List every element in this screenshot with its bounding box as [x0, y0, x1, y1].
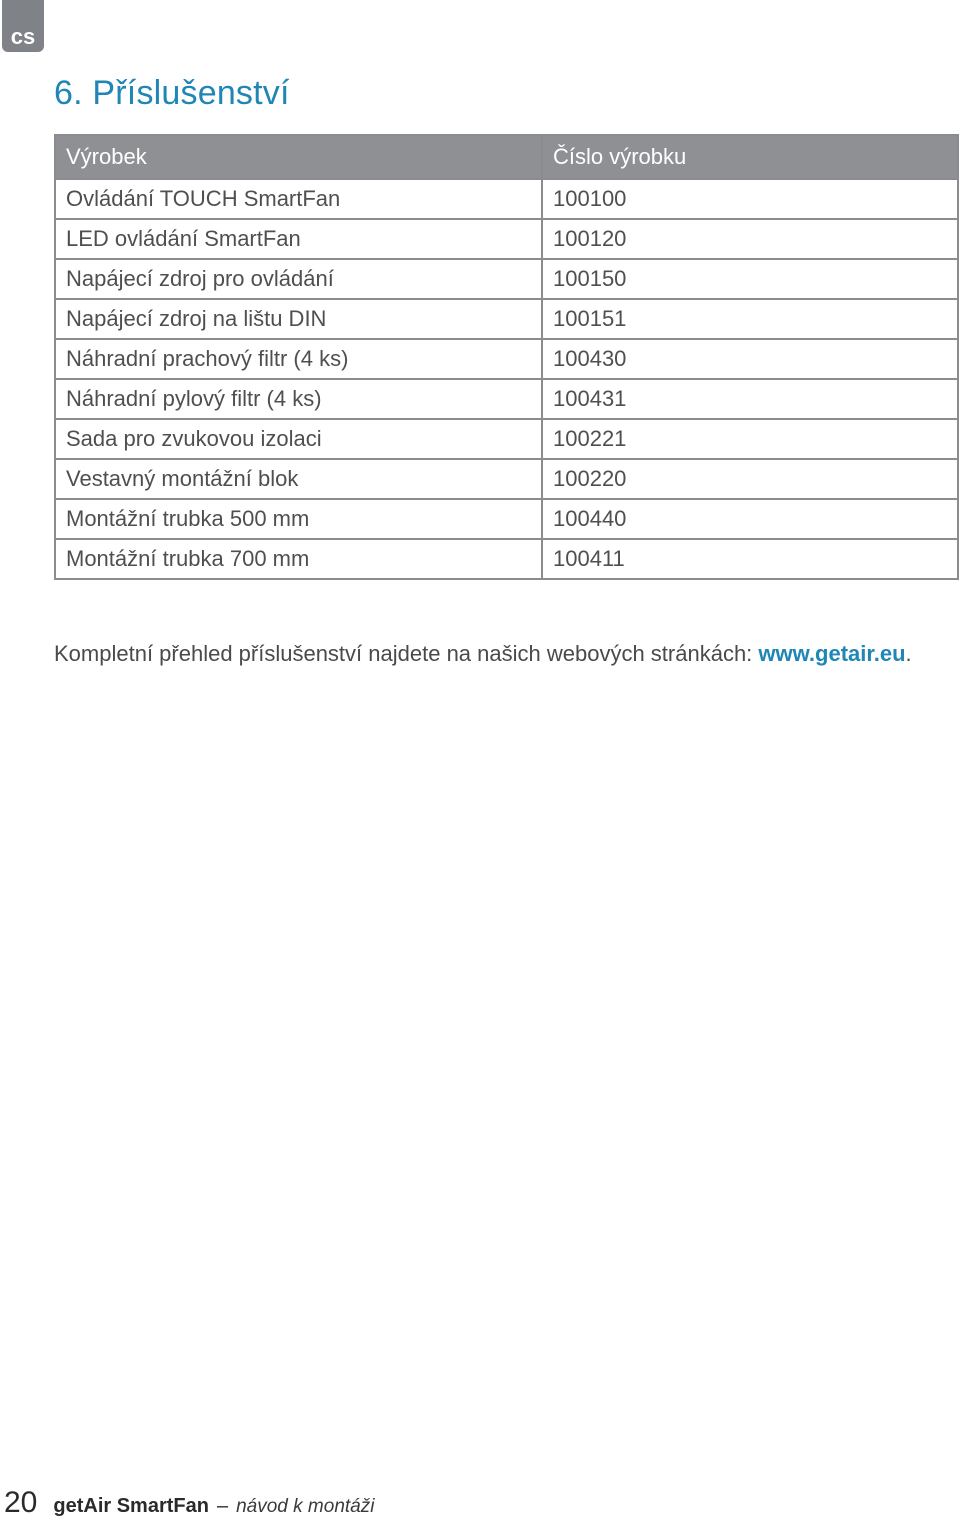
product-cell: Sada pro zvukovou izolaci [55, 419, 542, 459]
number-cell: 100430 [542, 339, 958, 379]
page-number: 20 [4, 1486, 38, 1519]
footer-separator: – [216, 1495, 229, 1517]
number-cell: 100151 [542, 299, 958, 339]
number-cell: 100411 [542, 539, 958, 579]
product-cell: Montážní trubka 500 mm [55, 499, 542, 539]
footer-product-name: getAir SmartFan [53, 1495, 209, 1517]
table-row [55, 499, 958, 539]
product-cell: Napájecí zdroj pro ovládání [55, 259, 542, 299]
website-link[interactable]: www.getair.eu [758, 641, 906, 666]
note-text: Kompletní přehled příslušenství najdete na našich webových stránkách: [54, 641, 759, 666]
product-cell: Montážní trubka 700 mm [55, 539, 542, 579]
table-row [55, 379, 958, 419]
language-label: cs [10, 24, 36, 49]
page-footer [4, 1486, 374, 1520]
section-title: 6. Příslušenství [54, 74, 290, 112]
product-cell: Náhradní pylový filtr (4 ks) [55, 379, 542, 419]
product-cell: Ovládání TOUCH SmartFan [55, 179, 542, 219]
table-row [55, 219, 958, 259]
number-cell: 100221 [542, 419, 958, 459]
table-row [55, 339, 958, 379]
number-cell: 100100 [542, 179, 958, 219]
number-cell: 100431 [542, 379, 958, 419]
number-cell: 100440 [542, 499, 958, 539]
number-cell: 100120 [542, 219, 958, 259]
column-header-number: Číslo výrobku [542, 135, 958, 179]
table-row [55, 299, 958, 339]
table-row [55, 259, 958, 299]
table-header-row [55, 135, 958, 179]
product-cell: Vestavný montážní blok [55, 459, 542, 499]
language-tab [2, 0, 44, 52]
product-cell: Náhradní prachový filtr (4 ks) [55, 339, 542, 379]
number-cell: 100150 [542, 259, 958, 299]
product-cell: LED ovládání SmartFan [55, 219, 542, 259]
accessories-table [54, 134, 959, 580]
table-row [55, 539, 958, 579]
table-row [55, 179, 958, 219]
number-cell: 100220 [542, 459, 958, 499]
column-header-product: Výrobek [55, 135, 542, 179]
table-row [55, 419, 958, 459]
table-row [55, 459, 958, 499]
note-suffix: . [905, 641, 912, 666]
footer-document-type: návod k montáži [236, 1496, 375, 1517]
accessories-note [54, 641, 912, 667]
product-cell: Napájecí zdroj na lištu DIN [55, 299, 542, 339]
